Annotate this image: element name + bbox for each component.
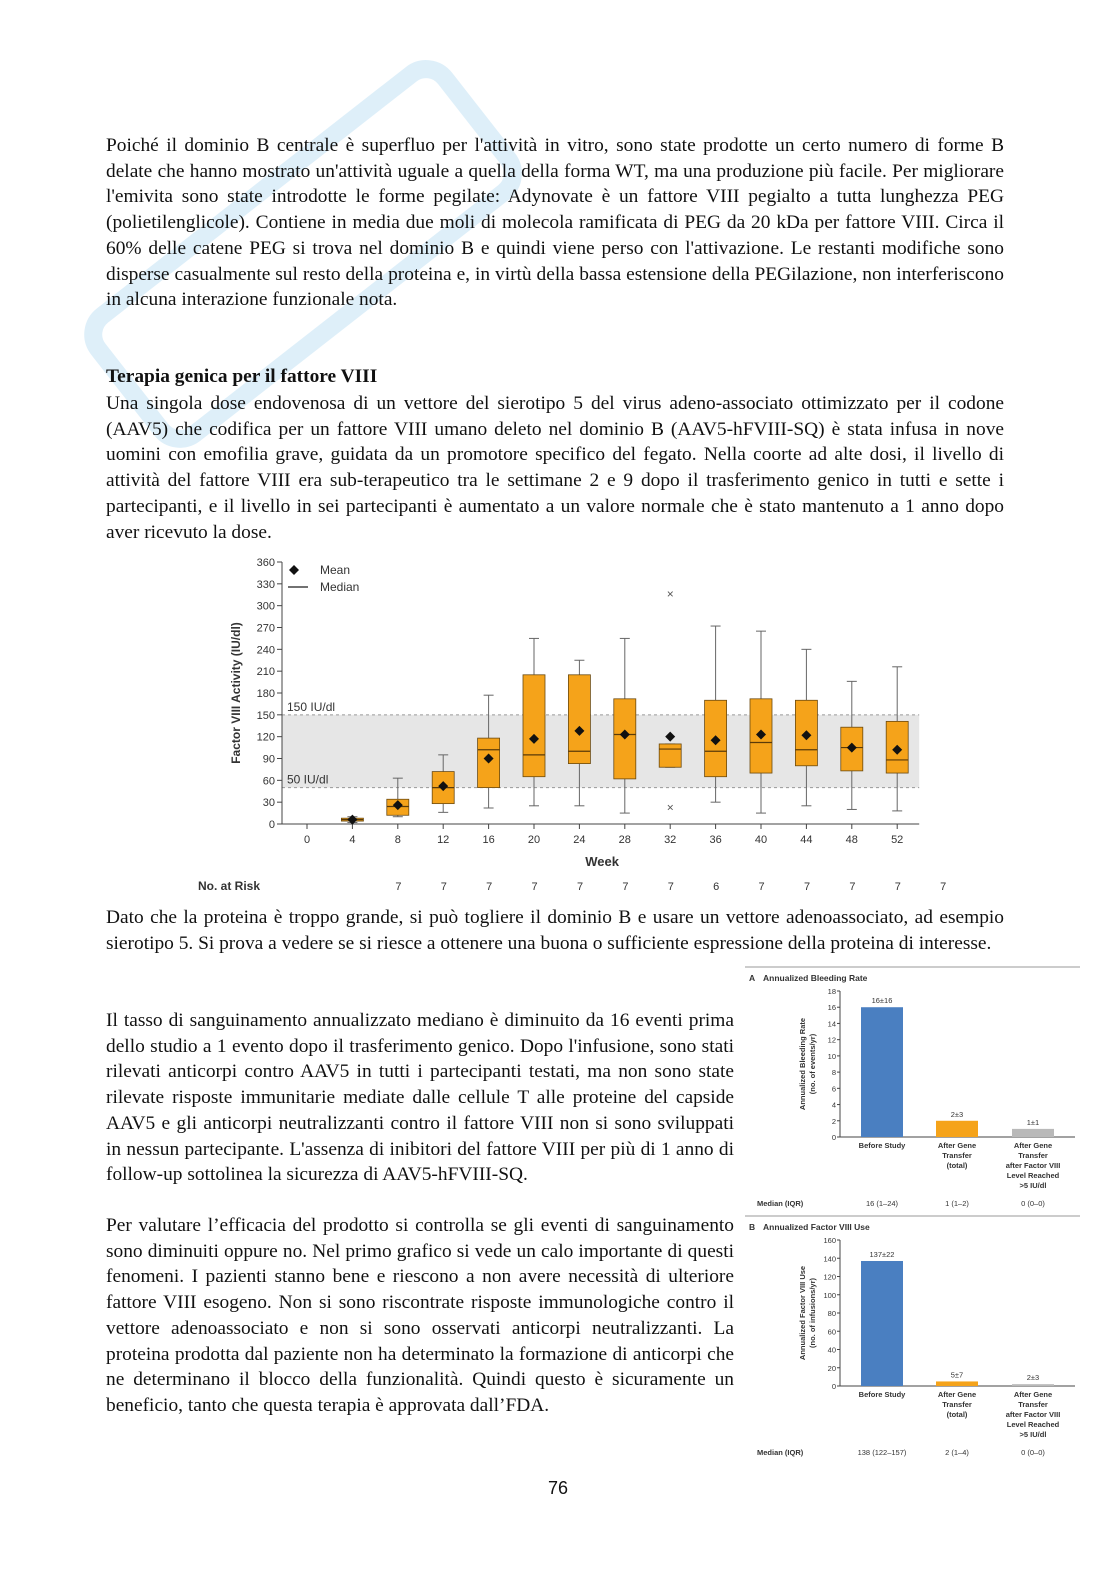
- bar-0: [861, 1261, 903, 1386]
- category-label: After Gene: [1013, 1390, 1053, 1399]
- x-tick-label: 40: [754, 834, 768, 846]
- y-tick-label: 14: [827, 1019, 836, 1029]
- x-tick-label: 32: [664, 834, 677, 846]
- paragraph-efficacy: Per valutare l’efficacia del prodotto si controlla se gli eventi di sanguinamento sono diminuiti oppure no. Nel primo grafico si vede un calo importante di questi fenomeni. I pazienti stanno bene e riescono a non avere necessità di ulteriore fattore VIII esogeno. Non si sono riscontrate risposte immunologiche contro il vettore adenoassociato e non si sono osservati anticorpi neutralizzanti. La proteina prodotta dal paziente non ha determinato la formazione di anticorpi che ne determinano il blocco della funzionalità. Quindi questo è sicuramente un beneficio, tanto che questa terapia è approvata dall’FDA.: [106, 1215, 734, 1416]
- panel-title: Annualized Bleeding Rate: [763, 973, 868, 983]
- category-label: (total): [946, 1161, 968, 1170]
- section-heading-gene-therapy: Terapia genica per il fattore VIII: [106, 366, 378, 387]
- at-risk-count: 7: [576, 881, 584, 893]
- x-tick-label: 0: [303, 834, 311, 846]
- outlier-marker: ×: [666, 587, 674, 602]
- bar-value-label: 2±3: [1026, 1373, 1040, 1383]
- y-tick-label: 180: [256, 688, 275, 700]
- bar-1: [936, 1121, 978, 1137]
- category-label: after Factor VIII: [1005, 1161, 1061, 1170]
- bar-1: [936, 1381, 978, 1386]
- x-tick-label: 52: [891, 834, 904, 846]
- bar-2: [1012, 1384, 1054, 1386]
- y-tick-label: 0: [268, 819, 275, 831]
- y-axis-label-units: (no. of events/yr): [808, 1033, 817, 1095]
- panel-letter: B: [749, 1222, 756, 1232]
- y-tick-label: 60: [262, 775, 275, 788]
- panel-letter: A: [749, 973, 756, 983]
- y-tick-label: 330: [256, 578, 275, 591]
- y-tick-label: 0: [831, 1382, 836, 1391]
- category-label: After Gene: [1013, 1141, 1053, 1150]
- median-value: 16 (1–24): [865, 1199, 899, 1208]
- y-tick-label: 300: [256, 600, 275, 613]
- y-tick-label: 60: [827, 1327, 836, 1337]
- x-tick-label: 48: [845, 834, 858, 846]
- at-risk-count: 7: [531, 881, 538, 893]
- y-tick-label: 0: [831, 1133, 836, 1142]
- median-value: 0 (0–0): [1021, 1448, 1045, 1457]
- page-number: 76: [547, 1478, 569, 1498]
- paragraph-bleeding-rate: Il tasso di sanguinamento annualizzato mediano è diminuito da 16 eventi prima dello studio a 1 evento dopo il trasferimento genico. Dopo l'infusione, sono stati rilevati anticorpi contro AAV5 in tutti i partecipanti testati, ma non sono state rilevate risposte immunitarie mediate dalle cellule T alle proteine del capside AAV5 e gli anticorpi neutralizzanti contro il fattore VIII non si sono sviluppati in nessun partecipante. L'assenza di inibitori del fattore VIII per più di 1 anno di follow-up sottolinea la sicurezza di AAV5-hFVIII-SQ.: [106, 1010, 734, 1186]
- y-tick-label: 12: [827, 1035, 836, 1045]
- category-label: Transfer: [942, 1400, 972, 1409]
- bar-value-label: 16±16: [871, 996, 893, 1006]
- x-tick-label: 12: [437, 834, 450, 846]
- x-tick-label: 28: [618, 834, 631, 846]
- bar-2: [1012, 1129, 1054, 1137]
- box-week-20: [523, 675, 545, 777]
- median-value: 138 (122–157): [857, 1448, 907, 1457]
- y-tick-label: 120: [823, 1272, 836, 1282]
- y-tick-label: 18: [827, 987, 836, 996]
- x-axis-label: Week: [585, 854, 619, 869]
- x-tick-label: 24: [573, 834, 586, 846]
- category-label: Before Study: [858, 1141, 906, 1150]
- at-risk-count: 7: [894, 881, 901, 893]
- at-risk-count: 7: [940, 881, 947, 893]
- outlier-marker: ×: [666, 800, 674, 815]
- x-tick-label: 16: [482, 834, 495, 846]
- factor-viii-activity-boxplot: [190, 552, 947, 900]
- median-value: 0 (0–0): [1021, 1199, 1045, 1208]
- at-risk-count: 6: [713, 881, 720, 893]
- y-tick-label: 150: [256, 709, 275, 722]
- category-label: Transfer: [1018, 1400, 1048, 1409]
- y-tick-label: 10: [827, 1051, 836, 1061]
- bar-value-label: 137±22: [869, 1249, 895, 1259]
- box-week-32: [659, 744, 681, 767]
- at-risk-label: No. at Risk: [198, 879, 261, 893]
- y-axis-label: Factor VIII Activity (IU/dl): [229, 622, 243, 764]
- y-tick-label: 20: [827, 1363, 836, 1373]
- at-risk-count: 7: [622, 881, 629, 893]
- at-risk-count: 7: [486, 881, 493, 893]
- normal-range-band: [282, 715, 919, 788]
- x-tick-label: 4: [349, 834, 356, 846]
- at-risk-count: 7: [667, 881, 674, 893]
- bar-value-label: 2±3: [950, 1109, 964, 1119]
- y-tick-label: 4: [831, 1100, 836, 1110]
- y-tick-label: 90: [262, 753, 275, 766]
- category-label: Level Reached: [1006, 1420, 1060, 1429]
- y-tick-label: 240: [256, 644, 275, 657]
- median-row-label: Median (IQR): [757, 1199, 804, 1208]
- legend-mean-label: Mean: [320, 563, 351, 577]
- category-label: >5 IU/dl: [1019, 1181, 1047, 1190]
- x-tick-label: 20: [527, 834, 541, 846]
- box-week-24: [568, 675, 590, 764]
- category-label: Transfer: [1018, 1151, 1048, 1160]
- x-tick-label: 8: [394, 834, 401, 846]
- reference-line-label: 50 IU/dl: [287, 772, 329, 787]
- category-label: Level Reached: [1006, 1171, 1060, 1180]
- y-tick-label: 210: [256, 666, 275, 679]
- category-label: >5 IU/dl: [1019, 1430, 1047, 1439]
- legend-mean-marker: [289, 565, 299, 575]
- y-axis-label-units: (no. of infusions/yr): [808, 1278, 817, 1348]
- bar-value-label: 5±7: [950, 1370, 964, 1380]
- bar-0: [861, 1007, 903, 1137]
- at-risk-count: 7: [395, 881, 402, 893]
- y-tick-label: 80: [827, 1309, 836, 1318]
- median-value: 2 (1–4): [945, 1448, 969, 1457]
- reference-line-label: 150 IU/dl: [287, 699, 336, 714]
- y-tick-label: 120: [256, 731, 275, 744]
- x-tick-label: 36: [709, 834, 722, 846]
- category-label: (total): [946, 1410, 968, 1419]
- legend-median-label: Median: [320, 580, 360, 594]
- y-tick-label: 270: [256, 622, 275, 635]
- category-label: Transfer: [942, 1151, 972, 1160]
- bar-value-label: 1±1: [1026, 1117, 1040, 1127]
- at-risk-count: 7: [758, 881, 765, 893]
- paragraph-peg-forms: Poiché il dominio B centrale è superfluo per l'attività in vitro, sono state prodotte un certo numero di forme B delate che hanno mostrato un'attività uguale a quella della forma WT, ma una produzione più facile. Per migliorare l'emivita sono state introdotte le forme pegilate: Adynovate è un fattore VIII pegialto a tutta lunghezza PEG (polietilenglicole). Contiene in media due moli di molecola ramificata di PEG da 20 kDa per fattore VIII. Circa il 60% delle catene PEG si trova nel dominio B e quindi viene perso con l'attivazione. Le restanti modifiche sono disperse casualmente sul resto della proteina e, in virtù della bassa estensione della PEGilazione, non interferiscono in alcuna interazione funzionale nota.: [106, 135, 1004, 311]
- y-tick-label: 160: [823, 1236, 836, 1245]
- category-label: After Gene: [937, 1390, 977, 1399]
- y-tick-label: 40: [827, 1345, 836, 1355]
- y-tick-label: 6: [831, 1084, 836, 1094]
- y-tick-label: 30: [262, 797, 275, 810]
- y-tick-label: 16: [827, 1003, 836, 1013]
- y-axis-label: Annualized Factor VIII Use: [798, 1265, 807, 1361]
- category-label: Before Study: [858, 1390, 906, 1399]
- category-label: After Gene: [937, 1141, 977, 1150]
- mean-marker: [347, 815, 357, 825]
- bleeding-and-factor-use-bar-charts: [745, 962, 1080, 1462]
- panel-title: Annualized Factor VIII Use: [763, 1222, 870, 1232]
- category-label: after Factor VIII: [1005, 1410, 1061, 1419]
- y-tick-label: 140: [823, 1254, 836, 1264]
- y-axis-label: Annualized Bleeding Rate: [798, 1017, 807, 1111]
- median-row-label: Median (IQR): [757, 1448, 804, 1457]
- at-risk-count: 7: [803, 881, 811, 893]
- y-tick-label: 360: [256, 557, 275, 569]
- paragraph-gene-therapy-trial: Una singola dose endovenosa di un vettore del sierotipo 5 del virus adeno-associato ottimizzato per il codone (AAV5) che codifica per un fattore VIII umano deleto nel dominio B (AAV5-hFVIII-SQ) è stata infusa in nove uomini con emofilia grave, guidata da un promotore specifico del fegato. Nella coorte ad alte dosi, il livello di attività del fattore VIII era sub-terapeutico tra le settimane 2 e 9 dopo il trasferimento genico in tutti e sette i partecipanti, e il livello in sei partecipanti è aumentato a un valore normale che è stato mantenuto a 1 anno dopo aver ricevuto la dose.: [106, 393, 1004, 543]
- paragraph-b-domain: Dato che la proteina è troppo grande, si può togliere il dominio B e usare un vettore adenoassociato, ad esempio sierotipo 5. Si prova a vedere se si riesce a ottenere una buona o sufficiente espressione della proteina di interesse.: [106, 907, 1004, 954]
- median-value: 1 (1–2): [945, 1199, 969, 1208]
- x-tick-label: 44: [800, 834, 813, 846]
- at-risk-count: 7: [849, 881, 856, 893]
- y-tick-label: 8: [831, 1068, 836, 1078]
- y-tick-label: 100: [823, 1290, 836, 1300]
- y-tick-label: 2: [831, 1116, 836, 1126]
- at-risk-count: 7: [440, 881, 447, 893]
